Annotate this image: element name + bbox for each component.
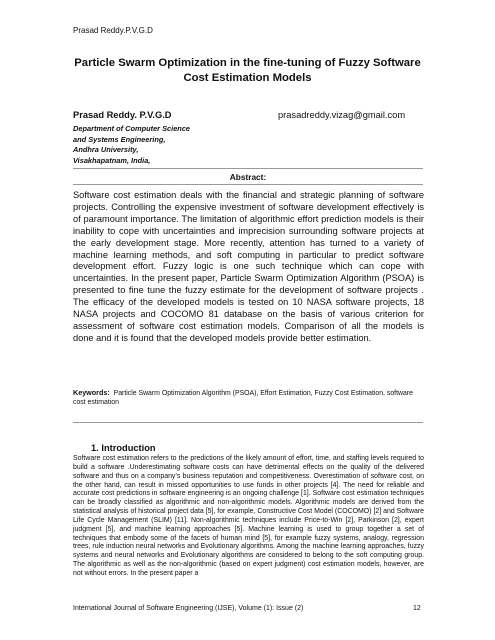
affiliation-line: Visakhapatnam, India, bbox=[73, 155, 151, 165]
abstract-top-rule bbox=[73, 168, 423, 169]
abstract-heading: Abstract: bbox=[229, 172, 267, 182]
section-heading bbox=[91, 443, 156, 453]
running-header: Prasad Reddy.P.V.G.D bbox=[73, 26, 153, 35]
affiliation-line: Andhra University, bbox=[73, 145, 139, 154]
title-line-1: Particle Swarm Optimization in the fine-tuning of Fuzzy Software bbox=[74, 57, 421, 69]
footer-journal: International Journal of Software Engineering (IJSE), Volume (1): Issue (2) bbox=[73, 605, 304, 612]
author-name: Prasad Reddy. P.V.G.D bbox=[73, 110, 172, 120]
page-number: 12 bbox=[413, 605, 421, 612]
section-number: 1. bbox=[91, 443, 99, 453]
title-line-2: Cost Estimation Models bbox=[183, 72, 312, 84]
author-affiliation bbox=[73, 124, 190, 166]
section-title: Introduction bbox=[101, 443, 156, 453]
keywords-label: Keywords: bbox=[73, 388, 110, 397]
author-email: prasadreddy.vizag@gmail.com bbox=[278, 110, 406, 120]
section-divider-rule bbox=[73, 422, 423, 423]
affiliation-line: and Systems Engineering, bbox=[73, 134, 166, 144]
introduction-body: Software cost estimation refers to the predictions of the likely amount of effort, time, and staffing levels required to build a software .Underestimating software costs can have detrimental effects on the quality of the delivered software and thus on a company’s business reputation and competitiveness. Overestimation of software cost, on the other hand, can result in missed opportunities to use funds in other projects [4]. The need for reliable and accurate cost predictions in software engineering is an ongoing challenge [1]. Software cost estimation techniques can be broadly classified as algorithmic and non-algorithmic models. Algorithmic models are derived from the statistical analysis of historical project data [5], for example, Constructive Cost Model (COCOMO) [2] and Software Life Cycle Management (SLIM) [11]. Non-algorithmic techniques include Price-to-Win [2], Parkinson [2], expert judgment [5], and machine learning approaches [5]. Machine learning is used to group together a set of techniques that embody some of the facets of human mind [5], for example fuzzy systems, analogy, regression trees, rule induction neural networks and Evolutionary algorithms. Among the machine learning approaches, fuzzy systems and neural networks and Evolutionary algorithms are considered to belong to the soft computing group. The algorithmic as well as the non-algorithmic (based on expert judgment) cost estimation models, however, are not without errors. In the present paper a bbox=[73, 455, 424, 577]
keywords bbox=[73, 388, 424, 407]
abstract-heading-rule bbox=[73, 184, 423, 185]
keywords-text: Particle Swarm Optimization Algorithm (PSOA), Effort Estimation, Fuzzy Cost Estimation, software cost estimation bbox=[73, 390, 413, 406]
affiliation-line: Department of Computer Science bbox=[73, 124, 191, 133]
paper-title bbox=[60, 56, 435, 86]
abstract-body: Software cost estimation deals with the financial and strategic planning of software projects. Controlling the expensive investment of software development effectively is of paramount importance. The limitation of algorithmic effort prediction models is their inability to cope with uncertainties and imprecision surrounding software projects at the early development stage. More recently, attention has turned to a variety of machine learning methods, and soft computing in particular to predict software development effort. Fuzzy logic is one such technique which can cope with uncertainties. In the present paper, Particle Swarm Optimization Algorithm (PSOA) is presented to fine tune the fuzzy estimate for the development of software projects . The efficacy of the developed models is tested on 10 NASA software projects, 18 NASA projects and COCOMO 81 database on the basis of various criterion for assessment of software cost estimation models. Comparison of all the models is done and it is found that the developed models provide better estimation. bbox=[73, 190, 424, 343]
